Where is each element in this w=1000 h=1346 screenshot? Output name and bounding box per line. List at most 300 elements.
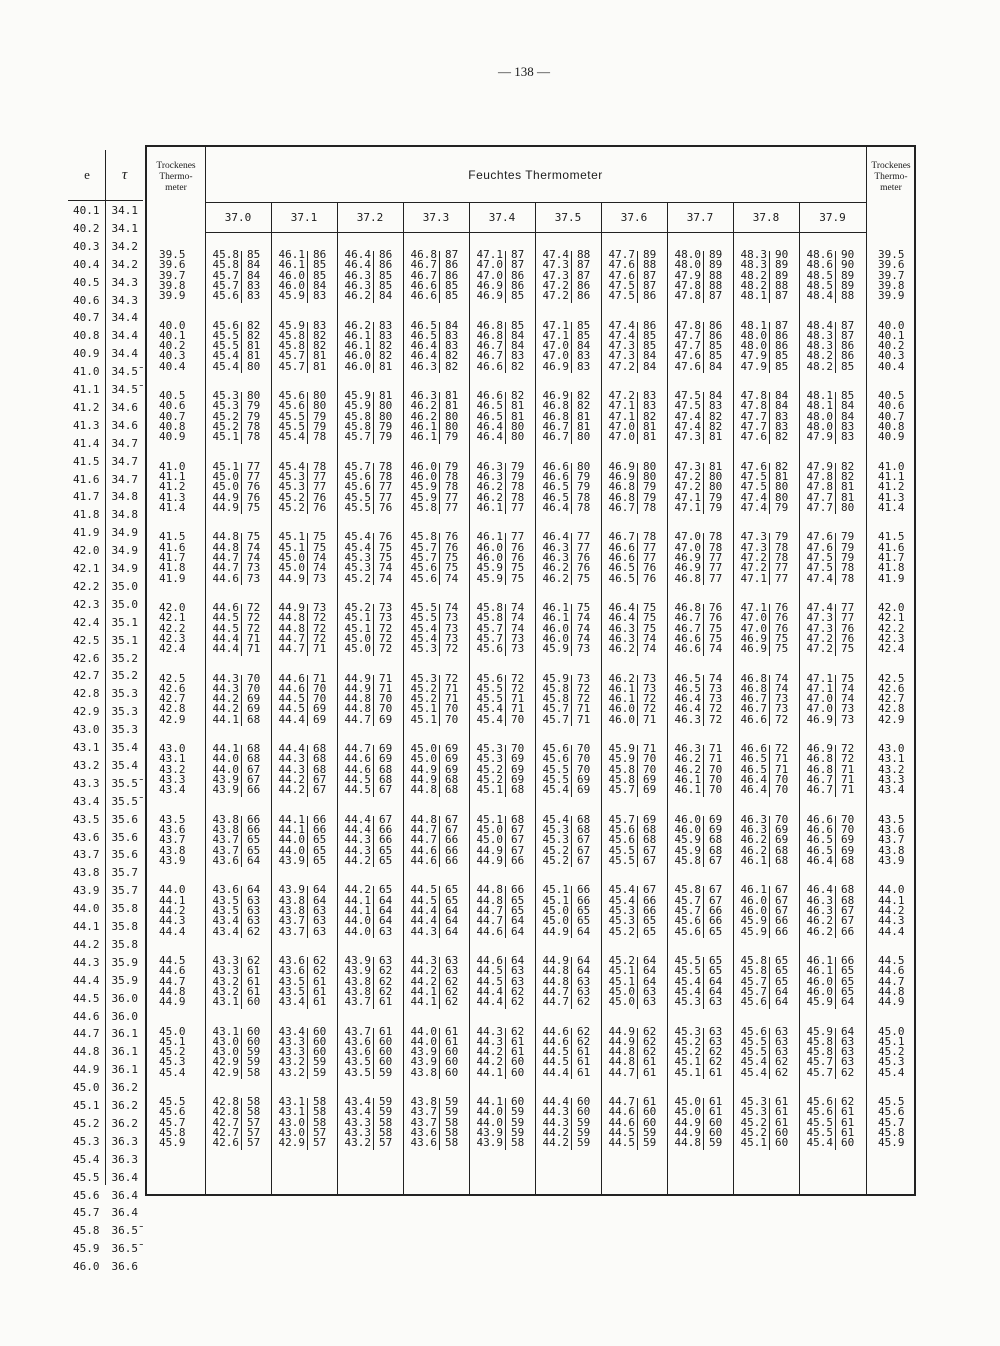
side-e-value: 42.5 <box>73 633 100 647</box>
side-e-value: 44.2 <box>73 937 100 951</box>
vapor-pressure-values: 44.1 44.1 44.0 44.0 43.9 <box>278 812 305 867</box>
cell-separator <box>637 533 638 585</box>
side-row <box>68 954 143 972</box>
dry-temp-left: 44.5 44.6 44.7 44.8 44.9 <box>159 954 186 1009</box>
relative-humidity-values: 59 59 58 58 58 <box>445 1095 459 1150</box>
cell-separator <box>835 322 836 374</box>
side-tau-value: 34.4 <box>111 311 138 325</box>
vapor-pressure-values: 46.7 46.6 46.6 46.5 46.5 <box>608 530 635 585</box>
side-e-value: 41.8 <box>73 508 100 522</box>
side-e-value: 45.8 <box>73 1224 100 1238</box>
vapor-pressure-values: 47.1 47.0 47.0 46.9 46.9 <box>476 248 503 303</box>
cell-separator <box>835 392 836 444</box>
relative-humidity-values: 75 74 74 74 73 <box>577 601 591 656</box>
dry-temp-right: 44.5 44.6 44.7 44.8 44.9 <box>878 954 905 1009</box>
side-e-value: 42.3 <box>73 597 100 611</box>
side-row <box>68 614 143 632</box>
dry-temp-left: 43.0 43.1 43.2 43.3 43.4 <box>159 742 186 797</box>
relative-humidity-values: 74 73 73 73 72 <box>445 601 459 656</box>
header-wet-thermometer: Feuchtes Thermometer <box>468 167 603 182</box>
vapor-pressure-values: 45.1 45.0 45.0 44.9 44.9 <box>212 459 239 514</box>
relative-humidity-values: 75 74 74 73 73 <box>247 530 261 585</box>
vapor-pressure-values: 48.1 48.0 48.0 47.9 47.9 <box>740 318 767 373</box>
cell-separator <box>835 533 836 585</box>
vapor-pressure-values: 43.9 43.9 43.8 43.8 43.7 <box>344 954 371 1009</box>
side-tau-value: 34.5̄ <box>111 365 138 379</box>
relative-humidity-values: 67 67 66 66 66 <box>445 812 459 867</box>
column-rule <box>601 202 602 1194</box>
side-tau-value: 36.2 <box>111 1116 138 1130</box>
vapor-pressure-values: 45.6 45.5 45.5 45.4 45.4 <box>212 318 239 373</box>
cell-separator <box>703 886 704 938</box>
side-tau-value: 35.3 <box>111 723 138 737</box>
vapor-pressure-values: 48.0 48.0 47.9 47.8 47.8 <box>674 248 701 303</box>
vapor-pressure-values: 45.9 45.9 45.8 45.8 45.7 <box>608 742 635 797</box>
cell-separator <box>439 251 440 303</box>
vapor-pressure-values: 43.4 43.3 43.3 43.2 43.2 <box>278 1024 305 1079</box>
vapor-pressure-values: 44.1 44.0 44.0 43.9 43.9 <box>212 742 239 797</box>
cell-separator <box>769 745 770 797</box>
cell-separator <box>637 886 638 938</box>
relative-humidity-values: 60 60 60 59 59 <box>313 1024 327 1079</box>
vapor-pressure-values: 46.9 46.9 46.8 46.8 46.7 <box>608 459 635 514</box>
side-tau-value: 36.1 <box>111 1027 138 1041</box>
relative-humidity-values: 66 66 65 65 65 <box>313 812 327 867</box>
cell-separator <box>505 463 506 515</box>
relative-humidity-values: 61 61 60 60 60 <box>445 1024 459 1079</box>
cell-separator <box>373 886 374 938</box>
side-tau-value: 36.2 <box>111 1081 138 1095</box>
vapor-pressure-values: 43.9 43.8 43.8 43.7 43.7 <box>278 883 305 938</box>
cell-separator <box>505 675 506 727</box>
side-e-value: 45.0 <box>73 1081 100 1095</box>
vapor-pressure-values: 47.3 47.3 47.2 47.2 47.1 <box>740 530 767 585</box>
relative-humidity-values: 74 74 74 73 73 <box>511 601 525 656</box>
side-tau-value: 35.3 <box>111 705 138 719</box>
side-e-value: 40.8 <box>73 329 100 343</box>
vapor-pressure-values: 43.8 43.7 43.7 43.6 43.6 <box>410 1095 437 1150</box>
side-tau-value: 35.2 <box>111 669 138 683</box>
side-row <box>68 399 143 417</box>
cell-separator <box>373 604 374 656</box>
column-rule <box>866 147 867 1194</box>
cell-separator <box>241 1028 242 1080</box>
vapor-pressure-values: 45.8 45.7 45.7 45.6 45.6 <box>410 530 437 585</box>
vapor-pressure-values: 44.8 44.8 44.7 44.7 44.6 <box>212 530 239 585</box>
vapor-pressure-values: 44.8 44.8 44.7 44.7 44.6 <box>476 883 503 938</box>
relative-humidity-values: 72 72 72 71 71 <box>247 601 261 656</box>
vapor-pressure-values: 44.2 44.1 44.1 44.0 44.0 <box>344 883 371 938</box>
relative-humidity-values: 71 70 70 69 69 <box>643 742 657 797</box>
side-row <box>68 327 143 345</box>
side-row <box>68 1169 143 1187</box>
cell-separator <box>571 322 572 374</box>
vapor-pressure-values: 46.6 46.5 46.5 46.4 46.4 <box>476 389 503 444</box>
page-number: — 138 — <box>498 64 550 79</box>
dry-temp-right: 42.5 42.6 42.7 42.8 42.9 <box>878 671 905 726</box>
relative-humidity-values: 59 59 58 58 57 <box>379 1095 393 1150</box>
side-e-value: 45.1 <box>73 1099 100 1112</box>
relative-humidity-values: 85 84 84 83 82 <box>511 318 525 373</box>
cell-separator <box>241 392 242 444</box>
cell-separator <box>373 1098 374 1150</box>
side-tau-value: 34.9 <box>111 562 138 575</box>
relative-humidity-values: 63 63 62 62 61 <box>709 1024 723 1079</box>
vapor-pressure-values: 45.7 45.6 45.6 45.5 45.5 <box>608 812 635 867</box>
vapor-pressure-values: 46.6 46.6 46.5 46.5 46.4 <box>542 459 569 514</box>
header-dry-left: Trockenes Thermo- meter <box>156 160 196 193</box>
relative-humidity-values: 66 65 65 65 64 <box>841 954 855 1009</box>
vapor-pressure-values: 47.4 47.3 47.3 47.2 47.2 <box>806 601 833 656</box>
cell-separator <box>835 251 836 303</box>
relative-humidity-values: 61 60 60 59 59 <box>643 1095 657 1150</box>
cell-separator <box>241 886 242 938</box>
side-tau-value: 34.2 <box>111 257 138 271</box>
relative-humidity-values: 61 60 60 60 59 <box>379 1024 393 1079</box>
dry-temp-right: 45.0 45.1 45.2 45.3 45.4 <box>878 1024 905 1079</box>
side-e-value: 41.1 <box>73 383 100 396</box>
relative-humidity-values: 64 64 64 63 63 <box>643 954 657 1009</box>
cell-separator <box>703 392 704 444</box>
relative-humidity-values: 71 70 70 69 69 <box>313 671 327 726</box>
vapor-pressure-values: 46.1 46.1 46.0 46.0 45.9 <box>278 248 305 303</box>
relative-humidity-values: 72 72 71 71 70 <box>511 671 525 726</box>
side-tau-value: 35.7 <box>111 884 138 898</box>
relative-humidity-values: 90 89 89 88 87 <box>775 248 789 303</box>
cell-separator <box>571 533 572 585</box>
wet-bulb-header: 37.8 <box>752 211 780 224</box>
cell-separator <box>373 463 374 515</box>
cell-separator <box>373 392 374 444</box>
cell-separator <box>769 463 770 515</box>
cell-separator <box>637 1098 638 1150</box>
side-tau-value: 36.0 <box>111 991 138 1005</box>
cell-separator <box>505 1098 506 1150</box>
side-e-value: 42.7 <box>73 669 100 683</box>
vapor-pressure-values: 44.5 44.5 44.4 44.4 44.3 <box>410 883 437 938</box>
cell-separator <box>637 392 638 444</box>
relative-humidity-values: 78 77 77 76 76 <box>313 459 327 514</box>
side-row <box>68 1258 143 1276</box>
relative-humidity-values: 80 79 79 78 78 <box>577 459 591 514</box>
side-tau-value: 34.7 <box>111 436 138 450</box>
relative-humidity-values: 89 89 88 88 87 <box>709 248 723 303</box>
side-row <box>68 1097 143 1115</box>
relative-humidity-values: 82 82 81 81 80 <box>247 318 261 373</box>
cell-separator <box>769 675 770 727</box>
vapor-pressure-values: 45.0 45.0 44.9 44.9 44.8 <box>410 742 437 797</box>
relative-humidity-values: 62 61 61 61 60 <box>841 1095 855 1150</box>
relative-humidity-values: 64 63 63 62 62 <box>511 954 525 1009</box>
relative-humidity-values: 85 84 84 83 83 <box>841 389 855 444</box>
side-e-value: 44.7 <box>73 1027 100 1041</box>
relative-humidity-values: 76 76 75 75 74 <box>445 530 459 585</box>
column-rule <box>205 147 206 1194</box>
cell-separator <box>571 816 572 868</box>
vapor-pressure-values: 45.1 45.0 45.0 44.9 44.9 <box>476 812 503 867</box>
vapor-pressure-values: 46.4 46.4 46.3 46.3 46.2 <box>344 248 371 303</box>
vapor-pressure-values: 47.1 47.1 47.0 47.0 46.9 <box>806 671 833 726</box>
relative-humidity-values: 69 69 69 68 68 <box>445 742 459 797</box>
relative-humidity-values: 77 76 76 75 75 <box>511 530 525 585</box>
relative-humidity-values: 80 79 79 78 78 <box>247 389 261 444</box>
vapor-pressure-values: 46.8 46.8 46.7 46.7 46.6 <box>740 671 767 726</box>
side-row <box>68 524 143 542</box>
side-row <box>68 542 143 560</box>
relative-humidity-values: 76 75 75 74 74 <box>379 530 393 585</box>
relative-humidity-values: 84 83 82 82 81 <box>709 389 723 444</box>
relative-humidity-values: 70 69 69 69 68 <box>511 742 525 797</box>
cell-separator <box>439 322 440 374</box>
relative-humidity-values: 83 83 82 81 81 <box>643 389 657 444</box>
side-e-value: 40.3 <box>73 239 100 253</box>
cell-separator <box>637 251 638 303</box>
relative-humidity-values: 68 68 67 67 66 <box>841 883 855 938</box>
vapor-pressure-values: 46.9 46.8 46.8 46.7 46.7 <box>806 742 833 797</box>
relative-humidity-values: 80 80 79 79 78 <box>643 459 657 514</box>
cell-separator <box>241 816 242 868</box>
cell-separator <box>835 816 836 868</box>
vapor-pressure-values: 45.3 45.3 45.2 45.2 45.1 <box>476 742 503 797</box>
cell-separator <box>307 251 308 303</box>
side-e-value: 41.6 <box>73 472 100 486</box>
cell-separator <box>439 604 440 656</box>
vapor-pressure-values: 44.6 44.5 44.5 44.4 44.4 <box>212 601 239 656</box>
cell-separator <box>373 957 374 1009</box>
side-e-value: 42.8 <box>73 687 100 701</box>
vapor-pressure-values: 46.0 46.0 45.9 45.9 45.8 <box>410 459 437 514</box>
side-e-value: 40.7 <box>73 311 100 325</box>
vapor-pressure-values: 45.4 45.3 45.3 45.2 45.2 <box>542 812 569 867</box>
side-row <box>68 990 143 1008</box>
relative-humidity-values: 90 90 89 89 88 <box>841 248 855 303</box>
relative-humidity-values: 64 63 63 63 62 <box>841 1024 855 1079</box>
side-e-value: 45.4 <box>73 1152 100 1166</box>
cell-separator <box>835 1098 836 1150</box>
side-row <box>68 846 143 864</box>
side-e-value: 43.7 <box>73 848 100 862</box>
cell-separator <box>703 1028 704 1080</box>
relative-humidity-values: 86 86 85 85 84 <box>709 318 723 373</box>
relative-humidity-values: 87 87 86 86 85 <box>841 318 855 373</box>
vapor-pressure-values: 45.4 45.3 45.3 45.2 45.2 <box>278 459 305 514</box>
relative-humidity-values: 72 71 71 70 70 <box>775 742 789 797</box>
relative-humidity-values: 84 83 83 82 82 <box>445 318 459 373</box>
column-rule <box>469 202 470 1194</box>
vapor-pressure-values: 44.6 44.6 44.5 44.5 44.4 <box>278 671 305 726</box>
relative-humidity-values: 68 68 67 67 66 <box>247 742 261 797</box>
cell-separator <box>769 604 770 656</box>
dry-temp-left: 44.0 44.1 44.2 44.3 44.4 <box>159 883 186 938</box>
side-tau-value: 35.6 <box>111 830 138 844</box>
cell-separator <box>571 886 572 938</box>
cell-separator <box>505 604 506 656</box>
side-e-value: 42.9 <box>73 705 100 719</box>
side-row <box>68 936 143 954</box>
cell-separator <box>637 604 638 656</box>
relative-humidity-values: 73 72 72 72 71 <box>313 601 327 656</box>
vapor-pressure-values: 43.8 43.8 43.7 43.7 43.6 <box>212 812 239 867</box>
cell-separator <box>769 957 770 1009</box>
side-header-e: e <box>84 167 90 182</box>
side-row <box>68 793 143 811</box>
side-row <box>68 1204 143 1222</box>
cell-separator <box>637 957 638 1009</box>
side-e-value: 44.8 <box>73 1045 100 1059</box>
cell-separator <box>307 1098 308 1150</box>
vapor-pressure-values: 45.6 45.6 45.5 45.5 45.4 <box>542 742 569 797</box>
vapor-pressure-values: 45.7 45.6 45.6 45.5 45.5 <box>344 459 371 514</box>
cell-separator <box>241 251 242 303</box>
cell-separator <box>373 1028 374 1080</box>
vapor-pressure-values: 45.1 45.1 45.0 45.0 44.9 <box>542 883 569 938</box>
side-tau-value: 34.8 <box>111 508 138 522</box>
dry-temp-right: 40.5 40.6 40.7 40.8 40.9 <box>878 389 905 444</box>
vapor-pressure-values: 43.4 43.4 43.3 43.3 43.2 <box>344 1095 371 1150</box>
side-tau-value: 34.5̄ <box>111 383 138 396</box>
cell-separator <box>307 816 308 868</box>
side-e-value: 42.2 <box>73 579 100 593</box>
cell-separator <box>769 251 770 303</box>
cell-separator <box>307 392 308 444</box>
cell-separator <box>769 533 770 585</box>
relative-humidity-values: 72 71 71 70 70 <box>445 671 459 726</box>
side-tau-value: 35.6 <box>111 848 138 862</box>
vapor-pressure-values: 46.1 46.1 46.0 46.0 45.9 <box>542 601 569 656</box>
cell-separator <box>703 322 704 374</box>
side-row <box>68 918 143 936</box>
relative-humidity-values: 60 60 59 59 58 <box>247 1024 261 1079</box>
cell-separator <box>373 745 374 797</box>
dry-temp-left: 41.5 41.6 41.7 41.8 41.9 <box>159 530 186 585</box>
cell-separator <box>835 957 836 1009</box>
side-row <box>68 632 143 650</box>
cell-separator <box>703 533 704 585</box>
side-row <box>68 309 143 327</box>
cell-separator <box>769 886 770 938</box>
wet-bulb-header: 37.1 <box>290 211 318 224</box>
relative-humidity-values: 80 80 79 79 78 <box>313 389 327 444</box>
cell-separator <box>571 251 572 303</box>
vapor-pressure-values: 46.4 46.3 46.3 46.2 46.2 <box>542 530 569 585</box>
cell-separator <box>307 745 308 797</box>
dry-temp-right: 42.0 42.1 42.2 42.3 42.4 <box>878 601 905 656</box>
vapor-pressure-values: 48.4 48.3 48.3 48.2 48.2 <box>806 318 833 373</box>
vapor-pressure-values: 44.6 44.6 44.5 44.5 44.4 <box>542 1024 569 1079</box>
side-row <box>68 506 143 524</box>
vapor-pressure-values: 48.1 48.1 48.0 48.0 47.9 <box>806 389 833 444</box>
side-row <box>68 381 143 399</box>
cell-separator <box>307 1028 308 1080</box>
side-e-value: 43.9 <box>73 884 100 898</box>
dry-temp-right: 39.5 39.6 39.7 39.8 39.9 <box>878 248 905 303</box>
side-tau-value: 35.4 <box>111 741 138 754</box>
vapor-pressure-values: 44.9 44.9 44.8 44.8 44.7 <box>608 1024 635 1079</box>
relative-humidity-values: 89 88 87 87 86 <box>643 248 657 303</box>
relative-humidity-values: 61 61 61 60 60 <box>775 1095 789 1150</box>
cell-separator <box>571 745 572 797</box>
vapor-pressure-values: 47.9 47.8 47.8 47.7 47.7 <box>806 459 833 514</box>
side-e-value: 41.9 <box>73 526 100 540</box>
side-row <box>68 220 143 238</box>
vapor-pressure-values: 47.6 47.6 47.5 47.5 47.4 <box>806 530 833 585</box>
relative-humidity-values: 70 70 70 69 69 <box>577 742 591 797</box>
cell-separator <box>571 392 572 444</box>
side-tau-value: 34.1 <box>111 221 138 235</box>
side-tau-value: 34.8 <box>111 490 138 504</box>
side-e-value: 45.2 <box>73 1116 100 1130</box>
vapor-pressure-values: 44.3 44.3 44.2 44.2 44.1 <box>212 671 239 726</box>
cell-separator <box>505 1028 506 1080</box>
vapor-pressure-values: 45.4 45.4 45.3 45.3 45.2 <box>344 530 371 585</box>
relative-humidity-values: 63 63 63 62 62 <box>775 1024 789 1079</box>
side-tau-value: 34.7 <box>111 454 138 468</box>
vapor-pressure-values: 44.9 44.8 44.8 44.7 44.7 <box>278 601 305 656</box>
vapor-pressure-values: 44.3 44.3 44.2 44.2 44.1 <box>476 1024 503 1079</box>
side-e-value: 40.5 <box>73 275 100 289</box>
vapor-pressure-values: 43.3 43.3 43.2 43.2 43.1 <box>212 954 239 1009</box>
side-row <box>68 488 143 506</box>
header-dry-right: Trockenes Thermo- meter <box>871 160 911 193</box>
cell-separator <box>439 392 440 444</box>
vapor-pressure-values: 46.2 46.1 46.1 46.0 46.0 <box>344 318 371 373</box>
side-e-value: 43.8 <box>73 866 100 880</box>
side-tau-value: 36.0 <box>111 1009 138 1023</box>
side-tau-value: 35.8 <box>111 937 138 951</box>
relative-humidity-values: 64 64 63 63 63 <box>313 883 327 938</box>
side-tau-value: 34.6 <box>111 400 138 414</box>
side-tau-value: 36.2 <box>111 1099 138 1112</box>
side-tau-value: 34.3 <box>111 275 138 289</box>
cell-separator <box>703 816 704 868</box>
side-tau-value: 34.9 <box>111 526 138 540</box>
side-row <box>68 650 143 668</box>
vapor-pressure-values: 47.4 47.4 47.3 47.3 47.2 <box>608 318 635 373</box>
side-row <box>68 453 143 471</box>
side-e-value: 44.0 <box>73 902 100 916</box>
cell-separator <box>769 1028 770 1080</box>
wet-bulb-header: 37.9 <box>819 211 846 224</box>
relative-humidity-values: 86 86 85 85 84 <box>379 248 393 303</box>
vapor-pressure-values: 42.8 42.8 42.7 42.7 42.6 <box>212 1095 239 1150</box>
relative-humidity-values: 73 73 72 72 72 <box>379 601 393 656</box>
relative-humidity-values: 73 72 72 71 71 <box>577 671 591 726</box>
column-rule <box>535 202 536 1194</box>
vapor-pressure-values: 44.3 44.2 44.2 44.1 44.1 <box>410 954 437 1009</box>
side-tau-value: 35.4 <box>111 758 138 772</box>
side-tau-value: 35.5̄ <box>111 776 138 790</box>
relative-humidity-values: 77 77 76 76 75 <box>577 530 591 585</box>
vapor-pressure-values: 45.0 45.0 44.9 44.9 44.8 <box>674 1095 701 1150</box>
cell-separator <box>769 816 770 868</box>
side-tau-value: 36.5̄ <box>111 1224 138 1238</box>
vapor-pressure-values: 46.5 46.5 46.4 46.4 46.3 <box>410 318 437 373</box>
cell-separator <box>241 604 242 656</box>
side-tau-value: 36.1 <box>111 1063 138 1077</box>
side-tau-value: 36.3 <box>111 1134 138 1148</box>
vapor-pressure-values: 43.6 43.6 43.5 43.5 43.4 <box>278 954 305 1009</box>
side-tau-value: 35.1 <box>111 633 138 647</box>
vapor-pressure-values: 45.9 45.8 45.8 45.7 45.7 <box>278 318 305 373</box>
side-row <box>68 1025 143 1043</box>
relative-humidity-values: 60 60 59 59 59 <box>577 1095 591 1150</box>
relative-humidity-values: 66 65 65 64 64 <box>511 883 525 938</box>
side-row <box>68 757 143 775</box>
side-tau-value: 34.9 <box>111 544 138 558</box>
side-tau-value: 35.9 <box>111 973 138 987</box>
side-row <box>68 721 143 739</box>
side-e-value: 43.4 <box>73 794 100 808</box>
